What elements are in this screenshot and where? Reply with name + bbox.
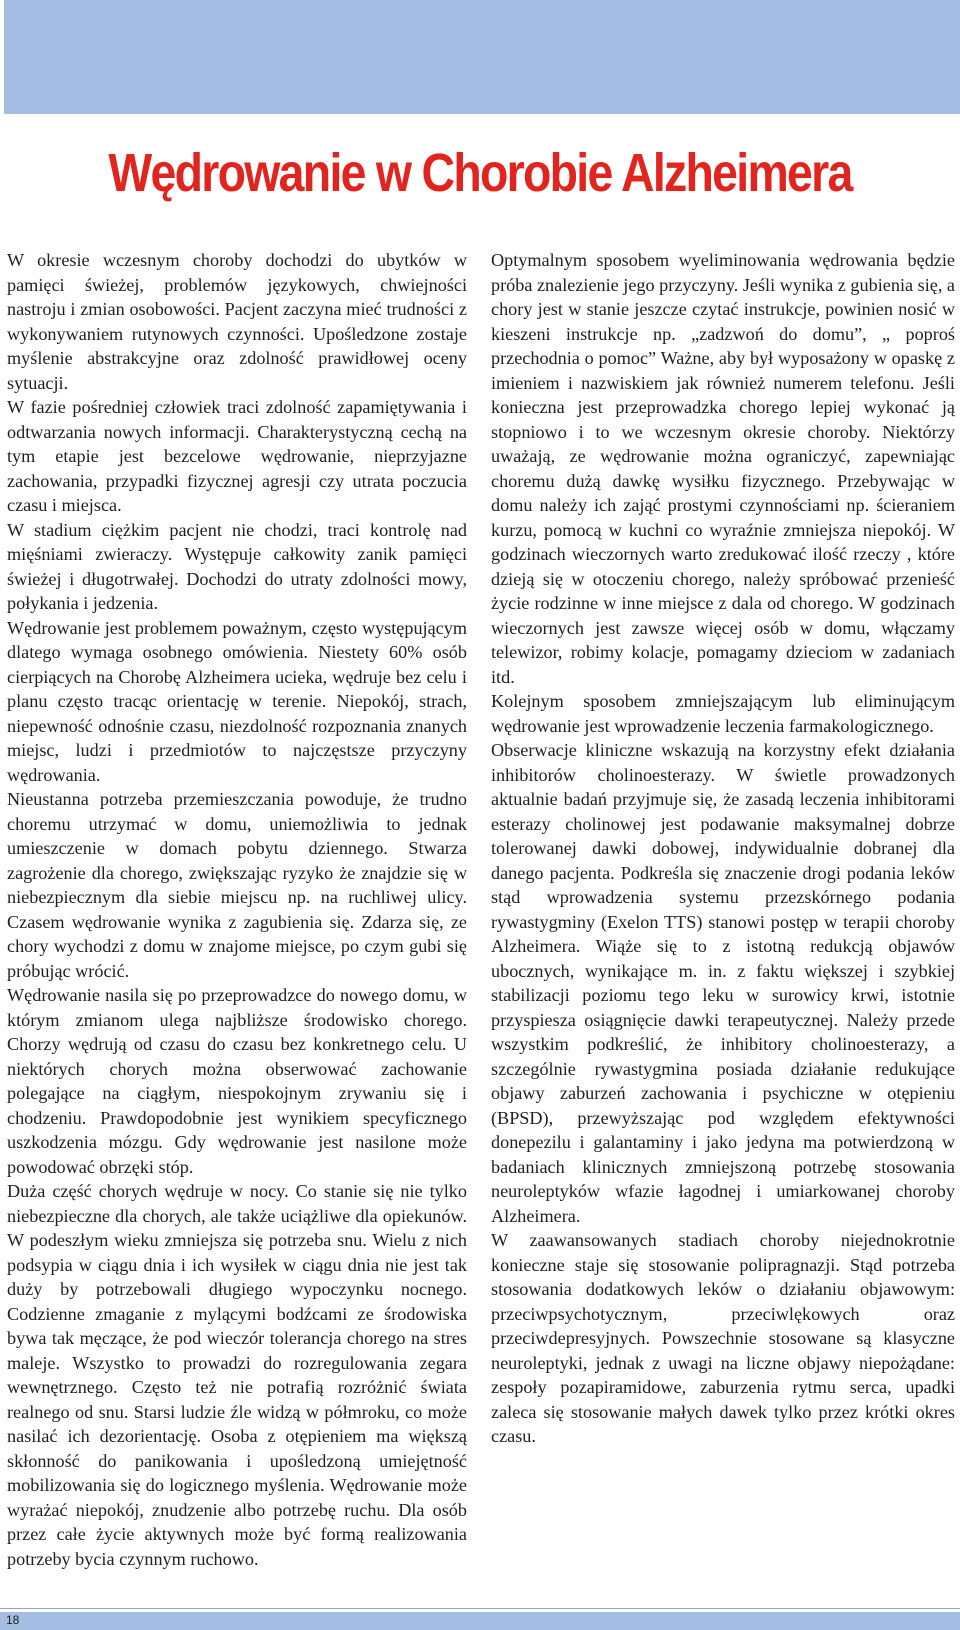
paragraph: Wędrowanie nasila się po przeprowadzce do nowego domu, w którym zmianom ulega najbliższe środowisko chorego. Chorzy wędrują od czasu do czasu bez konkretnego celu. U niektórych chorych można obserwować zachowanie polegające na ciągłym, niespokojnym zrywaniu się i chodzeniu. Prawdopodobnie jest wynikiem specyficznego uszkodzenia mózgu. Gdy wędrowanie jest nasilone może powodować obrzęki stóp. [7, 985, 467, 1177]
footer-divider [0, 1608, 960, 1609]
left-column [7, 248, 467, 1571]
footer-band [0, 1612, 960, 1630]
right-column [491, 248, 955, 1449]
paragraph: W okresie wczesnym choroby dochodzi do ubytków w pamięci świeżej, problemów językowych, chwiejności nastroju i zmian osobowości. Pacjent zaczyna mieć trudności z wykonywaniem rutynowych czynności. Upośledzone zostaje myślenie abstrakcyjne oraz zdolność prawidłowej oceny sytuacji. [7, 250, 467, 393]
paragraph: Wędrowanie jest problemem poważnym, często występującym dlatego wymaga osobnego omówienia. Niestety 60% osób cierpiących na Chorobę Alzheimera ucieka, wędruje bez celu i planu często tracąc orientację w terenie. Niepokój, strach, niepewność odnośnie czasu, niezdolność rozpoznania znanych miejsc, ludzi i przedmiotów to najczęstsze przyczyny wędrowania. [7, 617, 467, 785]
paragraph: W zaawansowanych stadiach choroby niejednokrotnie konieczne staje się stosowanie polipragnazji. Stąd potrzeba stosowania dodatkowych leków o działaniu objawowym: przeciwpsychotycznym, przeciwlękowych oraz przeciwdepresyjnych. Powszechnie stosowane są klasyczne neuroleptyki, jednak z uwagi na liczne objawy niepożądane: zespoły pozapiramidowe, zaburzenia rytmu serca, upadki zaleca się stosowanie małych dawek tylko przez krótki okres czasu. [491, 1230, 955, 1446]
paragraph: Optymalnym sposobem wyeliminowania wędrowania będzie próba znalezienie jego przyczyny. Jeśli wynika z gubienia się, a chory jest w stanie jeszcze czytać instrukcje, powinien nosić w kieszeni instrukcje np. „zadzwoń do domu”, „ poproś przechodnia o pomoc” Ważne, aby był wyposażony w opaskę z imieniem i nazwiskiem jak również numerem telefonu. Jeśli konieczna jest przeprowadzka chorego lepiej wykonać ją stopniowo i to we wczesnym okresie choroby. Niektórzy uważają, ze wędrowanie można ograniczyć, zapewniając choremu dużą dawkę wysiłku fizycznego. Przebywając w domu należy ich zająć prostymi czynnościami np. ścieraniem kurzu, pomocą w kuchni co wyraźnie zmniejsza niepokój. W godzinach wieczornych warto zredukować ilość rzeczy , które dzieją się w otoczeniu chorego, należy spróbować przenieść życie rodzinne w inne miejsce z dala od chorego. W godzinach wieczornych jest zawsze więcej osób w domu, włączamy telewizor, robimy kolacje, pomagamy dzieciom w zadaniach itd. [491, 250, 955, 687]
header-band [4, 0, 960, 114]
paragraph: Nieustanna potrzeba przemieszczania powoduje, że trudno choremu utrzymać w domu, uniemożliwia to jednak umieszczenie w domach pobytu dziennego. Stwarza zagrożenie dla chorego, zwiększając ryzyko że znajdzie się w niebezpiecznym dla siebie miejscu np. na ruchliwej ulicy. Czasem wędrowanie wynika z zagubienia się. Zdarza się, ze chory wychodzi z domu w znajome miejsce, po czym gubi się próbując wrócić. [7, 789, 467, 981]
paragraph: W fazie pośredniej człowiek traci zdolność zapamiętywania i odtwarzania nowych informacji. Charakterystyczną cechą na tym etapie jest bezcelowe wędrowanie, nieprzyjazne zachowania, przypadki fizycznej agresji czy utrata poczucia czasu i miejsca. [7, 397, 467, 515]
page-number: 18 [6, 1613, 20, 1627]
paragraph: W stadium ciężkim pacjent nie chodzi, traci kontrolę nad mięśniami zwieraczy. Występuje całkowity zanik pamięci świeżej i długotrwałej. Dochodzi do utraty zdolności mowy, połykania i jedzenia. [7, 519, 467, 613]
paragraph: Kolejnym sposobem zmniejszającym lub eliminującym wędrowanie jest wprowadzenie leczenia farmakologicznego. [491, 691, 955, 736]
article-title: Wędrowanie w Chorobie Alzheimera [108, 143, 852, 203]
paragraph: Duża część chorych wędruje w nocy. Co stanie się nie tylko niebezpieczne dla chorych, ale także uciążliwe dla opiekunów. W podeszłym wieku zmniejsza się potrzeba snu. Wielu z nich podsypia w ciągu dnia i ich wysiłek w ciągu dnia nie jest tak duży by potrzebowali długiego wypoczynku nocnego. Codzienne zmaganie z mylącymi bodźcami ze środowiska bywa tak męczące, że pod wieczór tolerancja chorego na stres maleje. Wszystko to prowadzi do rozregulowania zegara wewnętrznego. Często też nie potrafią rozróżnić świata realnego od snu. Starsi ludzie źle widzą w półmroku, co może nasilać ich dezorientację. Osoba z otępieniem ma większą skłonność do panikowania i upośledzoną umiejętność mobilizowania się do logicznego myślenia. Wędrowanie może wyrażać niepokój, znudzenie albo potrzebę ruchu. Dla osób przez całe życie aktywnych może być formą realizowania potrzeby bycia czynnym ruchowo. [7, 1181, 467, 1569]
paragraph: Obserwacje kliniczne wskazują na korzystny efekt działania inhibitorów cholinoesterazy. W świetle prowadzonych aktualnie badań przyjmuje się, że zasadą leczenia inhibitorami esterazy cholinowej jest podawanie maksymalnej dobrze tolerowanej dawki dobowej, indywidualnie dobranej dla danego pacjenta. Podkreśla się znaczenie drogi podania leków stąd wprowadzenia systemu przezskórnego podania rywastygminy (Exelon TTS) stanowi postęp w terapii choroby Alzheimera. Wiąże się to z istotną redukcją objawów ubocznych, wynikające m. in. z faktu większej i szybkiej stabilizacji poziomu tego leku w surowicy krwi, istotnie przyspiesza osiągnięcie dawki terapeutycznej. Należy przede wszystkim podkreślić, że inhibitory cholinoesterazy, a szczególnie rywastygmina posiada działanie redukujące objawy zaburzeń zachowania i psychiczne w otępieniu (BPSD), przewyższając pod względem efektywności donepezilu i galantaminy i jako jedyna ma potwierdzoną w badaniach klinicznych zmniejszoną potrzebę stosowania neuroleptyków wfazie łagodnej i umiarkowanej choroby Alzheimera. [491, 740, 955, 1226]
